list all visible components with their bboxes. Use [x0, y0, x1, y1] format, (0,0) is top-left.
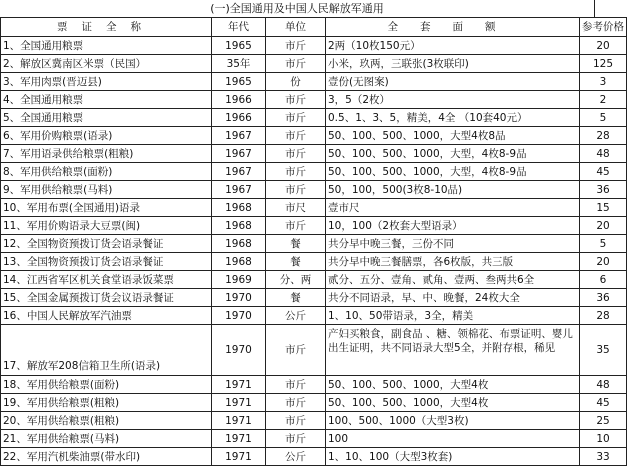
row-year-cell: 1968	[212, 235, 266, 253]
row-price-cell: 45	[580, 163, 627, 181]
row-name-cell: 5、全国通用粮票	[1, 109, 212, 127]
row-unit-cell: 公斤	[266, 307, 326, 325]
row-unit-cell: 市斤	[266, 376, 326, 394]
row-year-cell: 1965	[212, 37, 266, 55]
row-name-cell: 12、全国物资预拨订货会语录餐证	[1, 235, 212, 253]
row-price-cell: 36	[580, 289, 627, 307]
row-unit-cell: 公斤	[266, 448, 326, 466]
row-year-cell: 1971	[212, 448, 266, 466]
row-price-cell: 15	[580, 199, 627, 217]
table-row	[1, 55, 627, 73]
row-price-cell: 36	[580, 181, 627, 199]
row-unit-cell: 市斤	[266, 181, 326, 199]
row-desc-cell: 2两（10枚150元）	[326, 37, 580, 55]
row-name-cell: 1、全国通用粮票	[1, 37, 212, 55]
table-row	[1, 448, 627, 466]
row-name-cell: 10、军用布票(全国通用)语录	[1, 199, 212, 217]
sheet-title: (一)全国通用及中国人民解放军通用	[210, 2, 384, 15]
row-year-cell: 1966	[212, 91, 266, 109]
table-row	[1, 127, 627, 145]
row-desc-cell: 贰分、五分、壹角、贰角、壹两、叁两共6全	[326, 271, 580, 289]
row-year-cell: 1965	[212, 73, 266, 91]
row-name-cell: 21、军用供给粮票(马料)	[1, 430, 212, 448]
table-row	[1, 199, 627, 217]
row-desc-cell: 产妇买粮食，副食品 、糖、领棉花、布票证明、婴儿出生证明，共不同语录大型5全，并附存根，稀见	[326, 325, 580, 376]
table-row	[1, 376, 627, 394]
row-name-cell: 9、军用供给粮票(马料)	[1, 181, 212, 199]
row-desc-cell: 共分早中晚三餐膳票，各6枚版，共三版	[326, 253, 580, 271]
row-price-cell: 48	[580, 376, 627, 394]
row-desc-cell: 50、100、500、1000，大型4枚8品	[326, 127, 580, 145]
row-price-cell: 125	[580, 55, 627, 73]
table-row	[1, 109, 627, 127]
row-name-cell: 20、军用供给粮票(粗粮)	[1, 412, 212, 430]
row-desc-cell: 0.5、1、3、5，精美，4全 （10套40元）	[326, 109, 580, 127]
row-desc-cell: 50，100，500(3枚8-10品)	[326, 181, 580, 199]
header-desc: 全套面额	[326, 18, 580, 37]
table-row	[1, 430, 627, 448]
row-year-cell: 1971	[212, 394, 266, 412]
table-row	[1, 217, 627, 235]
row-year-cell: 1967	[212, 163, 266, 181]
row-name-cell: 6、军用价购粮票(语录)	[1, 127, 212, 145]
row-desc-cell: 壹份(无图案)	[326, 73, 580, 91]
row-price-cell: 33	[580, 448, 627, 466]
row-unit-cell: 市斤	[266, 163, 326, 181]
row-unit-cell: 市斤	[266, 394, 326, 412]
row-name-cell: 22、军用汽机柴油票(带水印)	[1, 448, 212, 466]
row-desc-cell: 共分不同语录，早、中、晚餐，24枚大全	[326, 289, 580, 307]
row-name-cell: 3、军用肉票(晋迈县)	[1, 73, 212, 91]
row-year-cell: 1968	[212, 217, 266, 235]
row-year-cell: 1967	[212, 127, 266, 145]
row-name-cell: 18、军用供给粮票(面粉)	[1, 376, 212, 394]
row-desc-cell: 50、100、500、1000，大型4枚	[326, 394, 580, 412]
row-unit-cell: 市尺	[266, 199, 326, 217]
row-year-cell: 1966	[212, 109, 266, 127]
row-unit-cell: 市斤	[266, 37, 326, 55]
row-desc-cell: 50、100、500、1000，大型4枚	[326, 376, 580, 394]
row-name-cell: 8、军用供给粮票(面粉)	[1, 163, 212, 181]
row-year-cell: 1967	[212, 181, 266, 199]
row-name-cell: 16、中国人民解放军汽油票	[1, 307, 212, 325]
row-price-cell: 35	[580, 325, 627, 376]
row-year-cell: 1970	[212, 325, 266, 376]
row-price-cell: 20	[580, 217, 627, 235]
row-desc-cell: 50、100、500、1000，大型，4枚8-9品	[326, 163, 580, 181]
row-desc-cell: 100	[326, 430, 580, 448]
row-year-cell: 1967	[212, 145, 266, 163]
row-name-cell: 7、军用语录供给粮票(粗粮)	[1, 145, 212, 163]
row-year-cell: 1970	[212, 307, 266, 325]
row-name-cell: 19、军用供给粮票(粗粮)	[1, 394, 212, 412]
row-year-cell: 1969	[212, 271, 266, 289]
row-year-cell: 1971	[212, 430, 266, 448]
row-name-cell: 14、江西省军区机关食堂语录饭菜票	[1, 271, 212, 289]
row-unit-cell: 市斤	[266, 430, 326, 448]
table-row	[1, 235, 627, 253]
row-price-cell: 5	[580, 235, 627, 253]
row-unit-cell: 市斤	[266, 325, 326, 376]
row-price-cell: 6	[580, 271, 627, 289]
ticket-table	[0, 17, 627, 466]
row-desc-cell: 10，100（2枚套大型语录）	[326, 217, 580, 235]
row-desc-cell: 100、500、1000（大型3枚)	[326, 412, 580, 430]
row-unit-cell: 市斤	[266, 127, 326, 145]
table-row	[1, 181, 627, 199]
row-year-cell: 1970	[212, 289, 266, 307]
row-name-cell: 4、全国通用粮票	[1, 91, 212, 109]
table-row	[1, 91, 627, 109]
header-price: 参考价格	[580, 18, 627, 37]
table-body	[1, 37, 627, 466]
row-price-cell: 5	[580, 109, 627, 127]
row-price-cell: 3	[580, 73, 627, 91]
row-year-cell: 1971	[212, 376, 266, 394]
row-price-cell: 25	[580, 412, 627, 430]
table-row	[1, 271, 627, 289]
header-year: 年代	[212, 18, 266, 37]
table-row	[1, 394, 627, 412]
row-price-cell: 28	[580, 307, 627, 325]
row-desc-cell: 50、100、500、1000，大型，4枚8-9品	[326, 145, 580, 163]
row-name-cell: 11、军用价购语录大豆票(闽)	[1, 217, 212, 235]
table-row	[1, 307, 627, 325]
header-unit: 单位	[266, 18, 326, 37]
row-price-cell: 2	[580, 91, 627, 109]
table-row	[1, 412, 627, 430]
row-price-cell: 20	[580, 253, 627, 271]
row-year-cell: 35年	[212, 55, 266, 73]
row-unit-cell: 市斤	[266, 145, 326, 163]
header-name: 票证全称	[1, 18, 212, 37]
row-unit-cell: 市斤	[266, 109, 326, 127]
table-row	[1, 253, 627, 271]
row-desc-cell: 1、10、100（大型3枚套)	[326, 448, 580, 466]
row-year-cell: 1971	[212, 412, 266, 430]
table-row	[1, 325, 627, 376]
row-unit-cell: 市斤	[266, 412, 326, 430]
row-price-cell: 10	[580, 430, 627, 448]
row-price-cell: 20	[580, 37, 627, 55]
table-row	[1, 289, 627, 307]
row-price-cell: 45	[580, 394, 627, 412]
title-price-cell	[594, 0, 640, 17]
table-row	[1, 145, 627, 163]
row-unit-cell: 餐	[266, 253, 326, 271]
row-unit-cell: 餐	[266, 289, 326, 307]
row-desc-cell: 共分早中晚三餐，三份不同	[326, 235, 580, 253]
row-name-cell: 17、解放军208信箱卫生所(语录)	[1, 325, 212, 376]
row-unit-cell: 餐	[266, 235, 326, 253]
row-year-cell: 1968	[212, 199, 266, 217]
row-desc-cell: 1、10、50带语录，3全，精美	[326, 307, 580, 325]
row-unit-cell: 市斤	[266, 217, 326, 235]
row-unit-cell: 市斤	[266, 91, 326, 109]
row-desc-cell: 小米，玖两，三联张(3枚联印)	[326, 55, 580, 73]
table-row	[1, 73, 627, 91]
row-price-cell: 28	[580, 127, 627, 145]
row-unit-cell: 分、两	[266, 271, 326, 289]
row-desc-cell: 3，5（2枚）	[326, 91, 580, 109]
table-row	[1, 37, 627, 55]
table-row	[1, 163, 627, 181]
row-name-cell: 2、解放区冀南区米票（民国）	[1, 55, 212, 73]
row-desc-cell: 壹市尺	[326, 199, 580, 217]
row-year-cell: 1968	[212, 253, 266, 271]
row-name-cell: 13、全国物资预拨订货会语录餐证	[1, 253, 212, 271]
row-name-cell: 15、全国金属预拨订货会议语录餐证	[1, 289, 212, 307]
row-unit-cell: 份	[266, 73, 326, 91]
header-row	[1, 18, 627, 37]
row-price-cell: 48	[580, 145, 627, 163]
row-unit-cell: 市斤	[266, 55, 326, 73]
